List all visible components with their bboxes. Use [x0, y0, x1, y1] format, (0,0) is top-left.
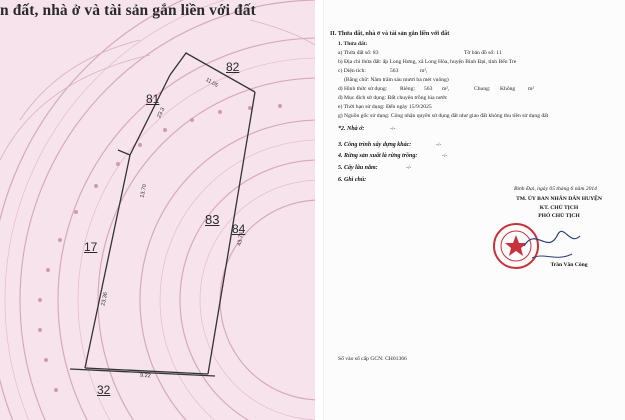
private-label: Riêng:	[400, 86, 415, 92]
shared-value: Không	[500, 86, 516, 92]
section-other-works: 3. Công trình xây dựng khác:	[338, 142, 412, 148]
section-other-works-dash: -/-	[436, 142, 442, 148]
authority-line: TM. ỦY BAN NHÂN DÂN HUYỆN	[516, 196, 602, 202]
dimension-lower-left: 23.36	[100, 291, 110, 307]
page-title: n đất, nhà ở và tài sản gắn liền với đất	[0, 2, 256, 19]
parcel-number-field: a) Thửa đất số: 83	[338, 50, 379, 56]
section-heading: II. Thửa đất, nhà ở và tài sản gắn liền với đất	[330, 30, 450, 37]
place-and-date: Bình Đại, ngày 05 tháng 6 năm 2014	[514, 186, 597, 192]
section-perennial: 5. Cây lâu năm:	[338, 165, 378, 171]
section-perennial-dash: -/-	[406, 165, 412, 171]
map-sheet-field: Tờ bản đồ số: 11	[464, 50, 502, 56]
section-forest-dash: -/-	[442, 153, 448, 159]
area-unit: m²,	[420, 68, 428, 74]
section-house: *2. Nhà ở:	[338, 126, 365, 132]
address-field: b) Địa chỉ thửa đất: ấp Long Hưng, xã Long Hòa, huyện Bình Đại, tỉnh Bến Tre	[338, 59, 517, 65]
section-house-dash: -/-	[390, 126, 396, 132]
area-value: 563	[390, 68, 399, 74]
private-unit: m²,	[442, 86, 450, 92]
duration-field: e) Thời hạn sử dụng: Đến ngày 15/9/2025	[338, 104, 432, 110]
kt-line: KT. CHỦ TỊCH	[539, 205, 579, 211]
parcel-number-main: 83	[205, 212, 220, 227]
dimension-upper-left: 23.3	[156, 106, 167, 120]
area-in-words: (Bằng chữ: Năm trăm sáu mươi ba mét vuông)	[344, 77, 449, 83]
parcel-number-west: 17	[84, 240, 98, 254]
certificate-register-number: Số vào sổ cấp GCN: CH01366	[338, 356, 407, 362]
vice-chair-line: PHÓ CHỦ TỊCH	[538, 213, 580, 219]
use-form-label: d) Hình thức sử dụng:	[338, 86, 388, 92]
area-label: c) Diện tích:	[338, 68, 366, 74]
parcel-number-south: 32	[97, 383, 111, 397]
dimension-top: 11.05	[204, 77, 219, 89]
parcel-number-east: 84	[232, 222, 246, 236]
section-land-parcel: 1. Thửa đất:	[338, 41, 368, 47]
dimension-right: 43.74	[236, 231, 246, 247]
purpose-field: đ) Mục đích sử dụng: Đất chuyên trồng lúa nước	[338, 95, 448, 101]
signer-name: Trần Văn Công	[550, 262, 588, 268]
section-forest: 4. Rừng sản xuất là rừng trồng:	[338, 153, 418, 159]
shared-unit: m²	[528, 86, 535, 92]
parcel-number-northwest: 81	[146, 92, 160, 106]
dimension-bottom: 9.22	[139, 372, 151, 380]
section-notes: 6. Ghi chú:	[338, 177, 367, 183]
dimension-middle-left: 13.70	[139, 183, 149, 199]
page-gap	[315, 0, 323, 420]
origin-field: g) Nguồn gốc sử dụng: Công nhận quyền sử dụng đất như giao đất không thu tiền sử dụng đất	[338, 113, 549, 119]
shared-label: Chung:	[474, 86, 491, 92]
certificate-text-panel	[323, 0, 625, 420]
private-value: 563	[424, 86, 433, 92]
parcel-number-north: 82	[226, 60, 240, 74]
